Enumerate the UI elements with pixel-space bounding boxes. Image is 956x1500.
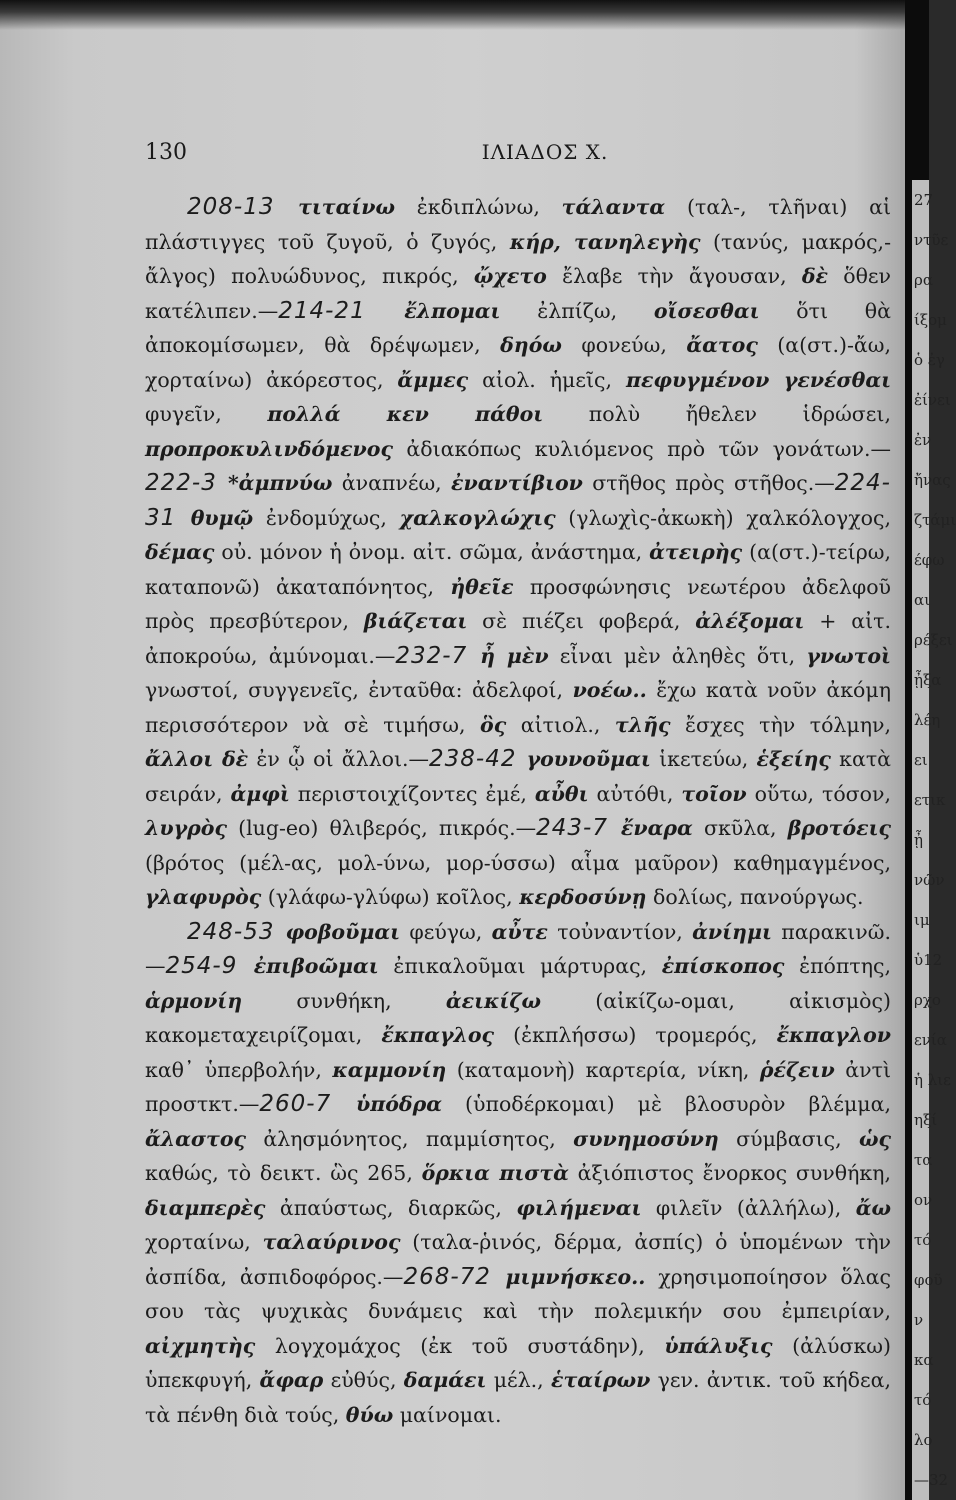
adjacent-page-fragment: ἐν: [914, 431, 932, 449]
adjacent-page-fragment: ετικ: [914, 791, 946, 809]
lemma-headword: ἑταίρων: [551, 1368, 651, 1392]
gloss-text: πολὺ ἤθελεν ἱδρώσει,: [543, 402, 891, 426]
lemma-headword: γλαφυρὸς: [145, 885, 262, 909]
gloss-text: (α(στ.)-ἄω, χορταίνω) ἀκόρεστος,: [145, 333, 891, 392]
lemma-headword: βροτόεις: [787, 816, 891, 840]
lemma-headword: γουνοῦμαι: [526, 747, 651, 771]
lemma-headword: ἔκπαγλος: [381, 1023, 495, 1047]
lemma-headword: κερδοσύνῃ: [519, 885, 647, 909]
gloss-text: ὅτι θὰ ἀποκομίσωμεν, θὰ δρέψωμεν,: [145, 298, 891, 357]
adjacent-page-fragment: ενία: [914, 1031, 947, 1049]
gloss-text: στῆθος πρὸς στῆθος.—: [582, 471, 835, 495]
adjacent-page-fragment: ηξί: [914, 1111, 938, 1129]
gloss-text: χρησιμοποίησον ὅλας σου τὰς ψυχικὰς δυνάμεις καὶ τὴν πολεμικήν σου ἐμπειρίαν,: [145, 1264, 891, 1323]
adjacent-page-fragment: έφω: [914, 551, 945, 569]
lemma-headword: ἔκπαγλον: [776, 1023, 891, 1047]
lemma-headword: ἀεικίζω: [445, 988, 541, 1013]
adjacent-page-fragment: ὑ12: [914, 951, 943, 969]
adjacent-page-fragment: φοῦ: [914, 1271, 943, 1289]
gloss-text: συνθήκη,: [242, 988, 446, 1013]
adjacent-page-fragment: ίξομ: [914, 311, 947, 329]
gloss-text: (γλάφω-γλύφω) κοῖλος,: [261, 885, 520, 909]
gloss-text: αὐτόθι,: [588, 781, 682, 806]
gloss-text: (ταλα-ῥινός, δέρμα, ἀσπίς) ὁ ὑπομένων τὴν ἀσπίδα, ἀσπιδοφόρος.—: [145, 1230, 892, 1289]
verse-reference: 260-7: [259, 1091, 357, 1117]
verse-reference: 248-53: [187, 918, 286, 945]
adjacent-page-fragment: τα: [914, 1151, 933, 1169]
lemma-headword: ᾤχετο: [473, 264, 547, 288]
gloss-text: αἰτιολ.,: [506, 712, 615, 737]
gloss-text: οὐ. μόνον ἡ ὀνομ. αἰτ. σῶμα, ἀνάστημα,: [214, 540, 650, 564]
gloss-text: ἀλησμόνητος, παμμίσητος,: [246, 1126, 574, 1151]
adjacent-page-fragment: ρέξει: [914, 631, 953, 649]
gloss-text: ἱκετεύω,: [650, 747, 757, 771]
lemma-headword: ἄατος: [686, 333, 758, 357]
lemma-headword: ὃς: [480, 712, 507, 737]
gloss-text: (ταλ-, τλῆναι) αἱ πλάστιγγες τοῦ ζυγοῦ, ὁ ζυγός,: [145, 195, 892, 254]
gloss-text: τοὐναντίον,: [547, 919, 693, 944]
lemma-headword: δέμας: [145, 540, 215, 564]
lemma-headword: ταλαύρινος: [262, 1230, 401, 1254]
gloss-text: (lug-eo) θλιβερός, πικρός.—: [226, 816, 537, 840]
adjacent-page-edge: [912, 180, 956, 1500]
adjacent-page-fragment: ρχο: [914, 991, 941, 1009]
gloss-text: ἐνδομύχως,: [253, 505, 400, 530]
lemma-headword: διαμπερὲς: [145, 1195, 266, 1220]
lemma-headword: θυμῷ: [190, 505, 254, 530]
adjacent-page-fragment: ν: [914, 1311, 924, 1329]
gloss-text: χορταίνω,: [145, 1230, 263, 1254]
lemma-headword: ῥέζειν: [759, 1057, 835, 1082]
verse-reference: 268-72: [403, 1263, 506, 1290]
gloss-text: σὲ πιέζει φοβερά,: [467, 609, 696, 633]
gloss-text: γεν. ἀντικ. τοῦ κήδεα, τὰ πένθη διὰ τούς,: [145, 1368, 891, 1427]
page-number: 130: [145, 140, 187, 165]
gloss-text: (ὑποδέρκομαι) μὲ βλοσυρὸν βλέμμα,: [442, 1092, 891, 1116]
adjacent-page-fragment: τό: [914, 1231, 932, 1249]
adjacent-page-fragment: ει: [914, 751, 928, 769]
gloss-text: φεύγω,: [400, 919, 492, 944]
commentary-body: [145, 190, 891, 1432]
lemma-headword: ἦ μὲν: [480, 643, 549, 668]
lemma-headword: ἄφαρ: [259, 1368, 324, 1392]
lemma-headword: τάλαντα: [561, 195, 666, 219]
adjacent-page-fragment: ᾖξα: [914, 671, 942, 689]
lemma-headword: δηόω: [500, 333, 562, 357]
lemma-headword: ὡς: [858, 1126, 891, 1151]
lemma-headword: γνωτοὶ: [806, 643, 891, 668]
gloss-text: ἀδιακόπως κυλιόμενος πρὸ τῶν γονάτων.—: [392, 436, 891, 461]
gloss-text: ἀπαύστως, διαρκῶς,: [265, 1195, 517, 1220]
lemma-headword: τιταίνω: [298, 195, 396, 219]
running-title: ΙΛΙΑΔΟΣ Χ.: [481, 140, 609, 164]
lemma-headword: δὲ: [801, 264, 828, 288]
lemma-headword: πολλά κεν πάθοι: [267, 402, 544, 426]
adjacent-page-fragment: —32: [914, 1471, 949, 1489]
gloss-text: (βρότος (μέλ-ας, μολ-ύνω, μορ-ύσσω) αἷμα μαῦρον) καθημαγμένος,: [145, 850, 891, 875]
lemma-headword: ἠθεῖε: [450, 574, 514, 599]
lemma-headword: ὅρκια πιστὰ: [421, 1161, 569, 1185]
lemma-headword: ὑπάλυξις: [664, 1333, 773, 1358]
verse-reference: 224-31: [145, 470, 891, 531]
gloss-text: (αἰκίζω-ομαι, αἰκισμὸς) κακομεταχειρίζομαι,: [145, 988, 892, 1047]
gloss-text: (ἐκπλήσσω) τρομερός,: [494, 1023, 777, 1047]
gloss-text: μέλ.,: [486, 1368, 551, 1392]
gloss-text: σκῦλα,: [692, 816, 788, 840]
gloss-text: ἔσχες τὴν τόλμην,: [670, 712, 891, 737]
gloss-text: ἀντὶ προστκτ.—: [145, 1057, 891, 1116]
commentary-paragraph: [145, 915, 891, 1433]
verse-reference: 232-7: [395, 642, 481, 669]
gloss-text: αἰολ. ἡμεῖς,: [468, 367, 626, 392]
adjacent-page-fragment: ντῦε: [914, 231, 949, 249]
adjacent-page-fragment: ᾖ: [914, 831, 923, 849]
lemma-headword: νοέω..: [572, 678, 647, 702]
verse-reference: 238-42: [429, 746, 527, 772]
gloss-text: ἐπόπτης,: [784, 954, 891, 978]
lemma-headword: ἑξείης: [756, 747, 831, 771]
lemma-headword: ἁρμονίη: [145, 988, 243, 1013]
adjacent-page-fragment: κα: [914, 1351, 934, 1369]
lemma-headword: τοῖον: [681, 781, 747, 806]
verse-reference: 222-3: [145, 470, 228, 496]
gloss-text: παρακινῶ.—: [145, 919, 891, 978]
lemma-headword: ἄλλοι δὲ: [145, 747, 249, 771]
gloss-text: ἐν ᾧ οἱ ἄλλοι.—: [248, 747, 430, 771]
adjacent-page-fragment: ἤνας: [914, 471, 951, 489]
adjacent-page-fragment: λέη: [914, 711, 941, 729]
gloss-text: ἀξιόπιστος ἔνορκος συνθήκη,: [568, 1161, 891, 1185]
adjacent-page-fragment: ἐίνει: [914, 391, 951, 409]
gloss-text: καθώς, τὸ δεικτ. ὣς 265,: [145, 1161, 422, 1185]
lemma-headword: χαλκογλώχις: [399, 505, 556, 530]
gloss-text: ἔχω κατὰ νοῦν ἀκόμη περισσότερον νὰ σὲ τιμήσω,: [145, 678, 891, 737]
commentary-paragraph: [145, 190, 891, 915]
gloss-text: ἐκδιπλώνω,: [395, 195, 562, 219]
gloss-text: ὅθεν κατέλιπεν.—: [145, 264, 891, 323]
verse-reference: 243-7: [536, 815, 621, 841]
gloss-text: σύμβασις,: [718, 1126, 859, 1151]
lemma-headword: ἀνίημι: [692, 919, 772, 944]
lemma-headword: φοβοῦμαι: [285, 919, 401, 944]
lemma-headword: αὖθι: [534, 781, 589, 806]
lemma-headword: μιμνήσκεο..: [505, 1264, 646, 1289]
lemma-headword: ἐπίσκοπος: [661, 954, 785, 978]
adjacent-page-fragment: ζτάμι: [914, 511, 956, 529]
gloss-text: (καταμονὴ) καρτερία, νίκη,: [446, 1057, 760, 1082]
verse-reference: 254-9: [165, 953, 254, 979]
lemma-headword: λυγρὸς: [145, 816, 227, 840]
gloss-text: (γλωχὶς-ἀκωκὴ) χαλκόλογχος,: [555, 505, 892, 530]
verse-reference: 208-13: [187, 194, 299, 220]
gloss-text: οὕτω, τόσον,: [746, 781, 891, 806]
lemma-headword: ἐπιβοῶμαι: [253, 954, 379, 978]
gloss-text: (α(στ.)-τείρω, καταπονῶ) ἀκαταπόνητος,: [145, 540, 891, 599]
lemma-headword: πεφυγμένον γενέσθαι: [625, 367, 892, 392]
gloss-text: περιστοιχίζοντες ἐμέ,: [289, 781, 535, 806]
lemma-headword: κήρ, τανηλεγὴς: [509, 229, 701, 254]
lemma-headword: ἄμμες: [397, 367, 469, 392]
lemma-headword: φιλήμεναι: [516, 1195, 642, 1220]
adjacent-page-fragment: ον: [914, 1191, 933, 1209]
adjacent-page-fragment: νῶν: [914, 871, 945, 889]
lemma-headword: αὖτε: [491, 919, 548, 944]
lemma-headword: ἀτειρὴς: [649, 540, 743, 564]
lemma-headword: θύω: [345, 1402, 394, 1427]
gloss-text: ἐλπίζω,: [500, 298, 654, 323]
adjacent-page-fragment: ιμ: [914, 911, 930, 929]
lemma-headword: ἀμφὶ: [230, 781, 290, 806]
gloss-text: δολίως, πανούργως.: [646, 885, 864, 909]
lemma-headword: οἴσεσθαι: [653, 298, 760, 323]
lemma-headword: τλῆς: [614, 712, 671, 737]
gloss-text: (ἀλύσκω) ὑπεκφυγή,: [145, 1333, 891, 1392]
lemma-headword: *ἀμπνύω: [227, 471, 333, 495]
lemma-headword: ἄλαστος: [145, 1126, 246, 1151]
lemma-headword: συνημοσύνη: [573, 1126, 719, 1151]
gloss-text: καθ᾽ ὑπερβολήν,: [145, 1057, 333, 1082]
lemma-headword: ἐναντίβιον: [451, 471, 583, 495]
lemma-headword: ὑπόδρα: [356, 1092, 442, 1116]
gloss-text: κατὰ σειράν,: [145, 747, 892, 806]
lemma-headword: καμμονίη: [332, 1057, 447, 1082]
gloss-text: λογχομάχος (ἐκ τοῦ συστάδην),: [255, 1333, 665, 1358]
lemma-headword: ἄω: [855, 1195, 891, 1220]
lemma-headword: ἔναρα: [620, 816, 693, 840]
gloss-text: φυγεῖν,: [145, 402, 268, 426]
scan-top-edge: [0, 0, 929, 30]
gloss-text: (τανύς, μακρός,-ἄλγος) πολυώδυνος, πικρός,: [145, 229, 891, 288]
lemma-headword: δαμάει: [403, 1368, 487, 1392]
adjacent-page-fragment: ἡ λιε: [914, 1071, 951, 1089]
gloss-text: προσφώνησις νεωτέρου ἀδελφοῦ πρὸς πρεσβύτερον,: [145, 574, 892, 633]
lemma-headword: ἔλπομαι: [404, 298, 501, 323]
gloss-text: γνωστοί, συγγενεῖς, ἐνταῦθα: ἀδελφοί,: [145, 678, 573, 702]
gloss-text: φιλεῖν (ἀλλήλω),: [641, 1195, 856, 1220]
lemma-headword: βιάζεται: [363, 609, 468, 633]
adjacent-page-fragment: αι: [914, 591, 931, 609]
lemma-headword: ἀλέξομαι: [695, 609, 805, 633]
lemma-headword: προπροκυλινδόμενος: [145, 436, 393, 461]
lemma-headword: αἰχμητὴς: [145, 1333, 256, 1358]
gloss-text: ἀναπνέω,: [332, 471, 452, 495]
adjacent-page-fragment: ρα: [914, 271, 933, 289]
adjacent-page-fragment: λο: [914, 1431, 933, 1449]
adjacent-page-fragment: τό: [914, 1391, 932, 1409]
gloss-text: φονεύω,: [561, 333, 687, 357]
gloss-text: ἔλαβε τὴν ἄγουσαν,: [546, 264, 802, 288]
adjacent-page-fragment: ὁ ἐγ: [914, 351, 945, 369]
gloss-text: μαίνομαι.: [393, 1402, 502, 1427]
gloss-text: ἐπικαλοῦμαι μάρτυρας,: [378, 954, 662, 978]
verse-reference: 214-21: [278, 297, 405, 324]
page-header: [145, 140, 885, 172]
gloss-text: εἶναι μὲν ἀληθὲς ὅτι,: [548, 643, 807, 668]
adjacent-page-fragment: 27: [914, 191, 934, 209]
gloss-text: εὐθύς,: [323, 1368, 404, 1392]
gloss-text: + αἰτ. ἀποκρούω, ἀμύνομαι.—: [145, 609, 892, 668]
